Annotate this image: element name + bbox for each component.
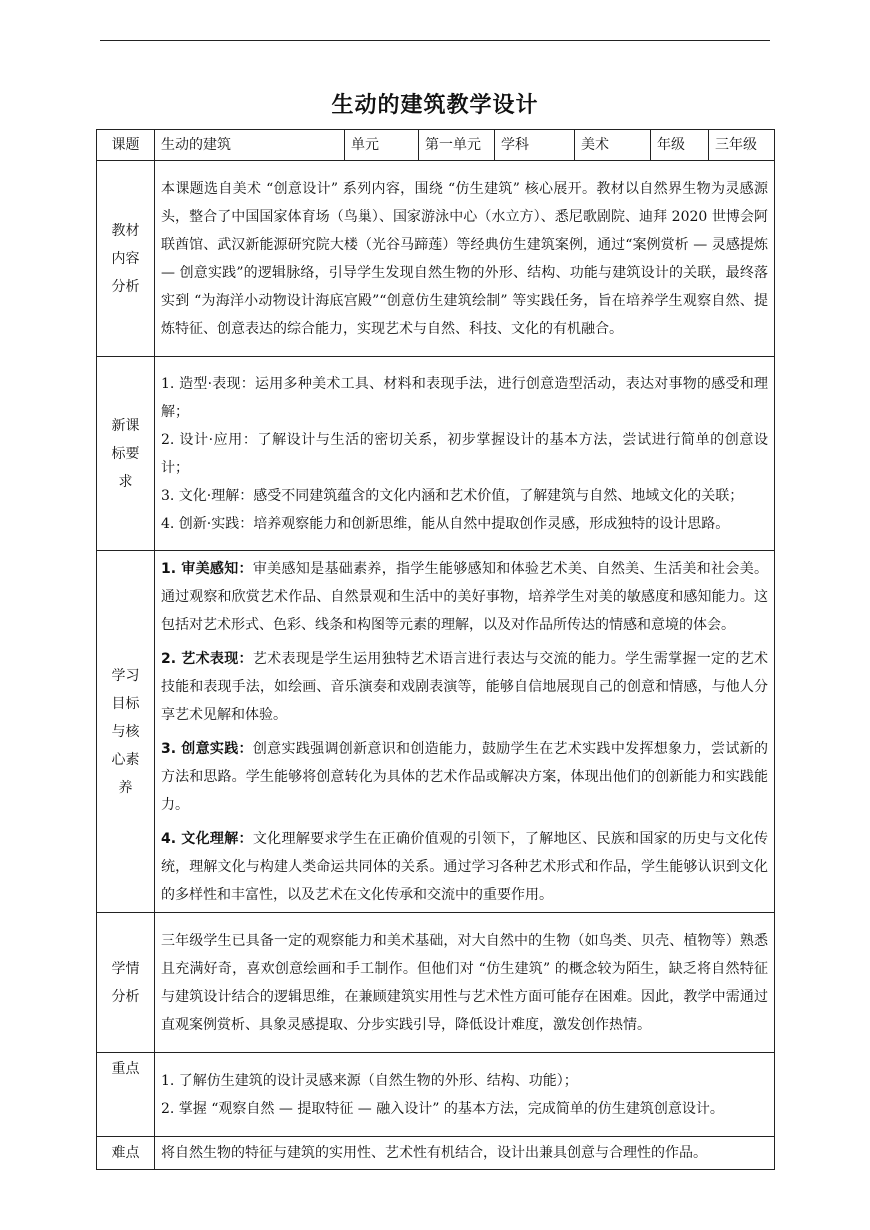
goals-label: 学习 目标 与核 心素 养 bbox=[97, 551, 155, 913]
key-points-row bbox=[97, 1053, 775, 1137]
subject-value: 美术 bbox=[575, 130, 651, 161]
difficulties-content: 将自然生物的特征与建筑的实用性、艺术性有机结合，设计出兼具创意与合理性的作品。 bbox=[155, 1137, 775, 1170]
topic-label: 课题 bbox=[97, 130, 155, 161]
students-content: 三年级学生已具备一定的观察能力和美术基础，对大自然中的生物（如鸟类、贝壳、植物等）熟悉且充满好奇，喜欢创意绘画和手工制作。但他们对 “仿生建筑” 的概念较为陌生，缺乏将自然特征与建筑设计结合的逻辑思维，在兼顾建筑实用性与艺术性方面可能存在困难。因此，教学中需通过直观案例赏析、具象灵感提取、分步实践引导，降低设计难度，激发创作热情。 bbox=[155, 913, 775, 1053]
key-points-label: 重点 bbox=[97, 1053, 155, 1137]
goals-content bbox=[155, 551, 775, 913]
grade-value: 三年级 bbox=[709, 130, 775, 161]
header-rule bbox=[100, 40, 770, 41]
standard-item: 3. 文化·理解：感受不同建筑蕴含的文化内涵和艺术价值，了解建筑与自然、地域文化的关联； bbox=[161, 487, 744, 504]
key-point-item: 2. 掌握 “观察自然 — 提取特征 — 融入设计” 的基本方法，完成简单的仿生建筑创意设计。 bbox=[161, 1100, 724, 1117]
standard-item: 2. 设计·应用：了解设计与生活的密切关系，初步掌握设计的基本方法，尝试进行简单的创意设计； bbox=[161, 431, 768, 476]
difficulties-row bbox=[97, 1137, 775, 1170]
unit-label: 单元 bbox=[345, 130, 419, 161]
topic-value: 生动的建筑 bbox=[155, 130, 345, 161]
materials-label: 教材 内容 分析 bbox=[97, 161, 155, 357]
grade-label: 年级 bbox=[651, 130, 709, 161]
goal-item: 2. 艺术表现：艺术表现是学生运用独特艺术语言进行表达与交流的能力。学生需掌握一定的艺术技能和表现手法，如绘画、音乐演奏和戏剧表演等，能够自信地展现自己的创意和情感，与他人分享艺术见解和体验。 bbox=[161, 650, 769, 723]
unit-value: 第一单元 bbox=[419, 130, 495, 161]
difficulties-label: 难点 bbox=[97, 1137, 155, 1170]
materials-row bbox=[97, 161, 775, 357]
students-row bbox=[97, 913, 775, 1053]
standards-label: 新课 标要 求 bbox=[97, 357, 155, 551]
standards-row bbox=[97, 357, 775, 551]
materials-content: 本课题选自美术 “创意设计” 系列内容，围绕 “仿生建筑” 核心展开。教材以自然界生物为灵感源头，整合了中国国家体育场（鸟巢）、国家游泳中心（水立方）、悉尼歌剧院、迪拜 2020 世博会阿联酋馆、武汉新能源研究院大楼（光谷马蹄莲）等经典仿生建筑案例，通过“案例赏析 — 灵感提炼 — 创意实践”的逻辑脉络，引导学生发现自然生物的外形、结构、功能与建筑设计的关联，最终落实到 “为海洋小动物设计海底宫殿”“创意仿生建筑绘制” 等实践任务，旨在培养学生观察自然、提炼特征、创意表达的综合能力，实现艺术与自然、科技、文化的有机融合。 bbox=[155, 161, 775, 357]
key-points-content bbox=[155, 1053, 775, 1137]
lesson-plan-table bbox=[96, 129, 775, 1170]
standard-item: 4. 创新·实践：培养观察能力和创新思维，能从自然中提取创作灵感，形成独特的设计思路。 bbox=[161, 515, 730, 532]
header-row bbox=[97, 130, 775, 161]
document-title: 生动的建筑教学设计 bbox=[331, 93, 539, 118]
goal-item: 3. 创意实践：创意实践强调创新意识和创造能力，鼓励学生在艺术实践中发挥想象力，尝试新的方法和思路。学生能够将创意转化为具体的艺术作品或解决方案，体现出他们的创新能力和实践能力。 bbox=[161, 740, 769, 813]
key-point-item: 1. 了解仿生建筑的设计灵感来源（自然生物的外形、结构、功能）； bbox=[161, 1072, 578, 1089]
standards-content bbox=[155, 357, 775, 551]
standard-item: 1. 造型·表现：运用多种美术工具、材料和表现手法，进行创意造型活动，表达对事物的感受和理解； bbox=[161, 375, 768, 420]
goal-item: 4. 文化理解：文化理解要求学生在正确价值观的引领下，了解地区、民族和国家的历史与文化传统，理解文化与构建人类命运共同体的关系。通过学习各种艺术形式和作品，学生能够认识到文化的多样性和丰富性，以及艺术在文化传承和交流中的重要作用。 bbox=[161, 830, 769, 903]
goal-item: 1. 审美感知：审美感知是基础素养，指学生能够感知和体验艺术美、自然美、生活美和社会美。通过观察和欣赏艺术作品、自然景观和生活中的美好事物，培养学生对美的敏感度和感知能力。这包括对艺术形式、色彩、线条和构图等元素的理解，以及对作品所传达的情感和意境的体会。 bbox=[161, 560, 769, 633]
students-label: 学情 分析 bbox=[97, 913, 155, 1053]
goals-row bbox=[97, 551, 775, 913]
subject-label: 学科 bbox=[495, 130, 575, 161]
